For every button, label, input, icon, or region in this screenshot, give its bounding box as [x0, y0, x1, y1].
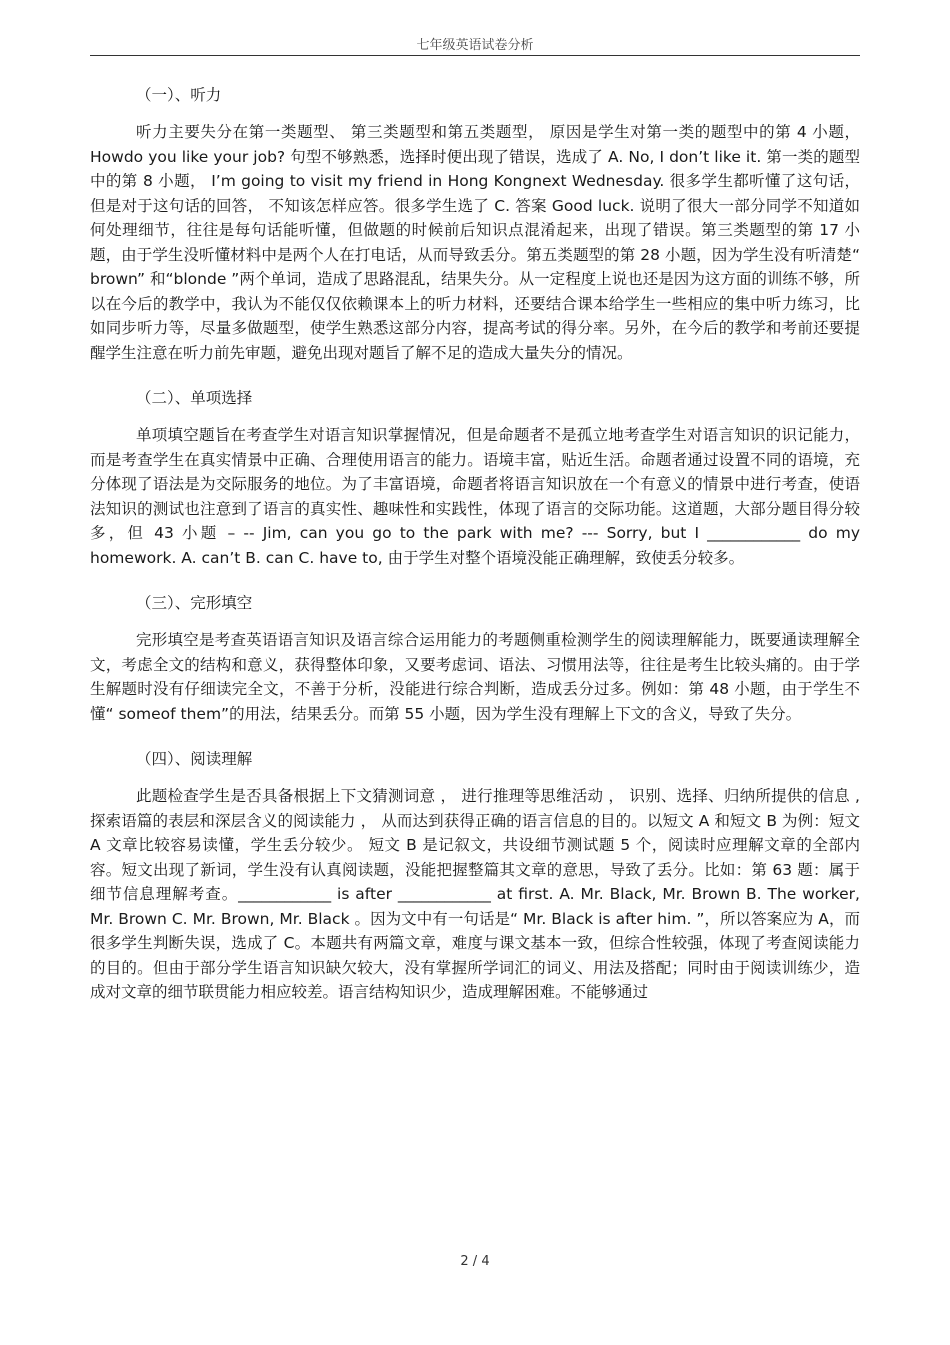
document-body — [90, 82, 860, 1025]
section-title-single-choice: （二）、单项选择 — [136, 389, 253, 407]
section-body-listening: 听力主要失分在第一类题型、 第三类题型和第五类题型， 原因是学生对第一类的题型中的第 4 小题， Howdo you like your job? 句型不够熟悉，选择时便出现了错误，选成了 A. No, I don’t like it. 第一类的题型中的第 8 小题， I’m going to visit my friend in Hong Kongnext Wednesday. 很多学生都听懂了这句话， 但是对于这句话的回答， 不知该怎样应答。很多学生选了 C. 答案 Good luck. 说明了很大一部分同学不知道如何处理细节，往往是每句话能听懂，但做题的时候前后知识点混淆起来，出现了错误。第三类题型的第 17 小题，由于学生没听懂材料中是两个人在打电话，从而导致丢分。第五类题型的第 28 小题，因为学生没有听清楚“ brown” 和“blonde ”两个单词，造成了思路混乱，结果失分。从一定程度上说也还是因为这方面的训练不够，所以在今后的教学中，我认为不能仅仅依赖课本上的听力材料，还要结合课本给学生一些相应的集中听力练习，比如同步听力等，尽量多做题型，使学生熟悉这部分内容，提高考试的得分率。另外，在今后的教学和考前还要提醒学生注意在听力前先审题，避免出现对题旨了解不足的造成大量失分的情况。 — [90, 123, 860, 362]
section-title-listening: （一）、听力 — [136, 86, 222, 104]
section-body-cloze: 完形填空是考查英语语言知识及语言综合运用能力的考题侧重检测学生的阅读理解能力，既要通读理解全文，考虑全文的结构和意义，获得整体印象，又要考虑词、语法、习惯用法等，往往是考生比较头痛的。由于学生解题时没有仔细读完全文，不善于分析，没能进行综合判断，造成丢分过多。例如：第 48 小题，由于学生不懂“ someof them”的用法，结果丢分。而第 55 小题，因为学生没有理解上下文的含义，导致了失分。 — [90, 631, 860, 723]
page-header-title: 七年级英语试卷分析 — [416, 38, 534, 53]
section-title-cloze: （三）、完形填空 — [136, 594, 253, 612]
section-body-reading: 此题检查学生是否具备根据上下文猜测词意 ， 进行推理等思维活动 ， 识别、选择、归纳所提供的信息 , 探索语篇的表层和深层含义的阅读能力 ， 从而达到获得正确的语言信息的目的。以短文 A 和短文 B 为例：短文 A 文章比较容易读懂，学生丢分较少。 短文 B 是记叙文，共设细节测试题 5 个，阅读时应理解文章的全部内容。短文出现了新词，学生没有认真阅读题，没能把握整篇其文章的意思，导致了丢分。比如：第 63 题：属于细节信息理解考查。____________ is after ____________ at first. A. Mr. Black, Mr. Brown B. The worker, Mr. Brown C. Mr. Brown, Mr. Black 。因为文中有一句话是“ Mr. Black is after him. ”，所以答案应为 A，而很多学生判断失误，选成了 C。本题共有两篇文章，难度与课文基本一致，但综合性较强，体现了考查阅读能力的目的。但由于部分学生语言知识缺欠较大，没有掌握所学词汇的词义、用法及搭配；同时由于阅读训练少，造成对文章的细节联贯能力相应较差。语言结构知识少，造成理解困难。不能够通过 — [90, 787, 860, 1001]
section-body-single-choice: 单项填空题旨在考查学生对语言知识掌握情况，但是命题者不是孤立地考查学生对语言知识的识记能力，而是考查学生在真实情景中正确、合理使用语言的能力。语境丰富，贴近生活。命题者通过设置不同的语境，充分体现了语法是为交际服务的地位。为了丰富语境，命题者将语言知识放在一个有意义的情景中进行考查，使语法知识的测试也注意到了语言的真实性、趣味性和实践性，体现了语言的交际功能。这道题，大部分题目得分较多，但 43 小题 – -- Jim, can you go to the park with me? --- Sorry, but I ____________ do my homework. A. can’t B. can C. have to, 由于学生对整个语境没能正确理解，致使丢分较多。 — [90, 426, 860, 567]
page-number: 2 / 4 — [460, 1254, 490, 1269]
header-divider — [90, 55, 860, 56]
section-title-reading: （四）、阅读理解 — [136, 750, 253, 768]
